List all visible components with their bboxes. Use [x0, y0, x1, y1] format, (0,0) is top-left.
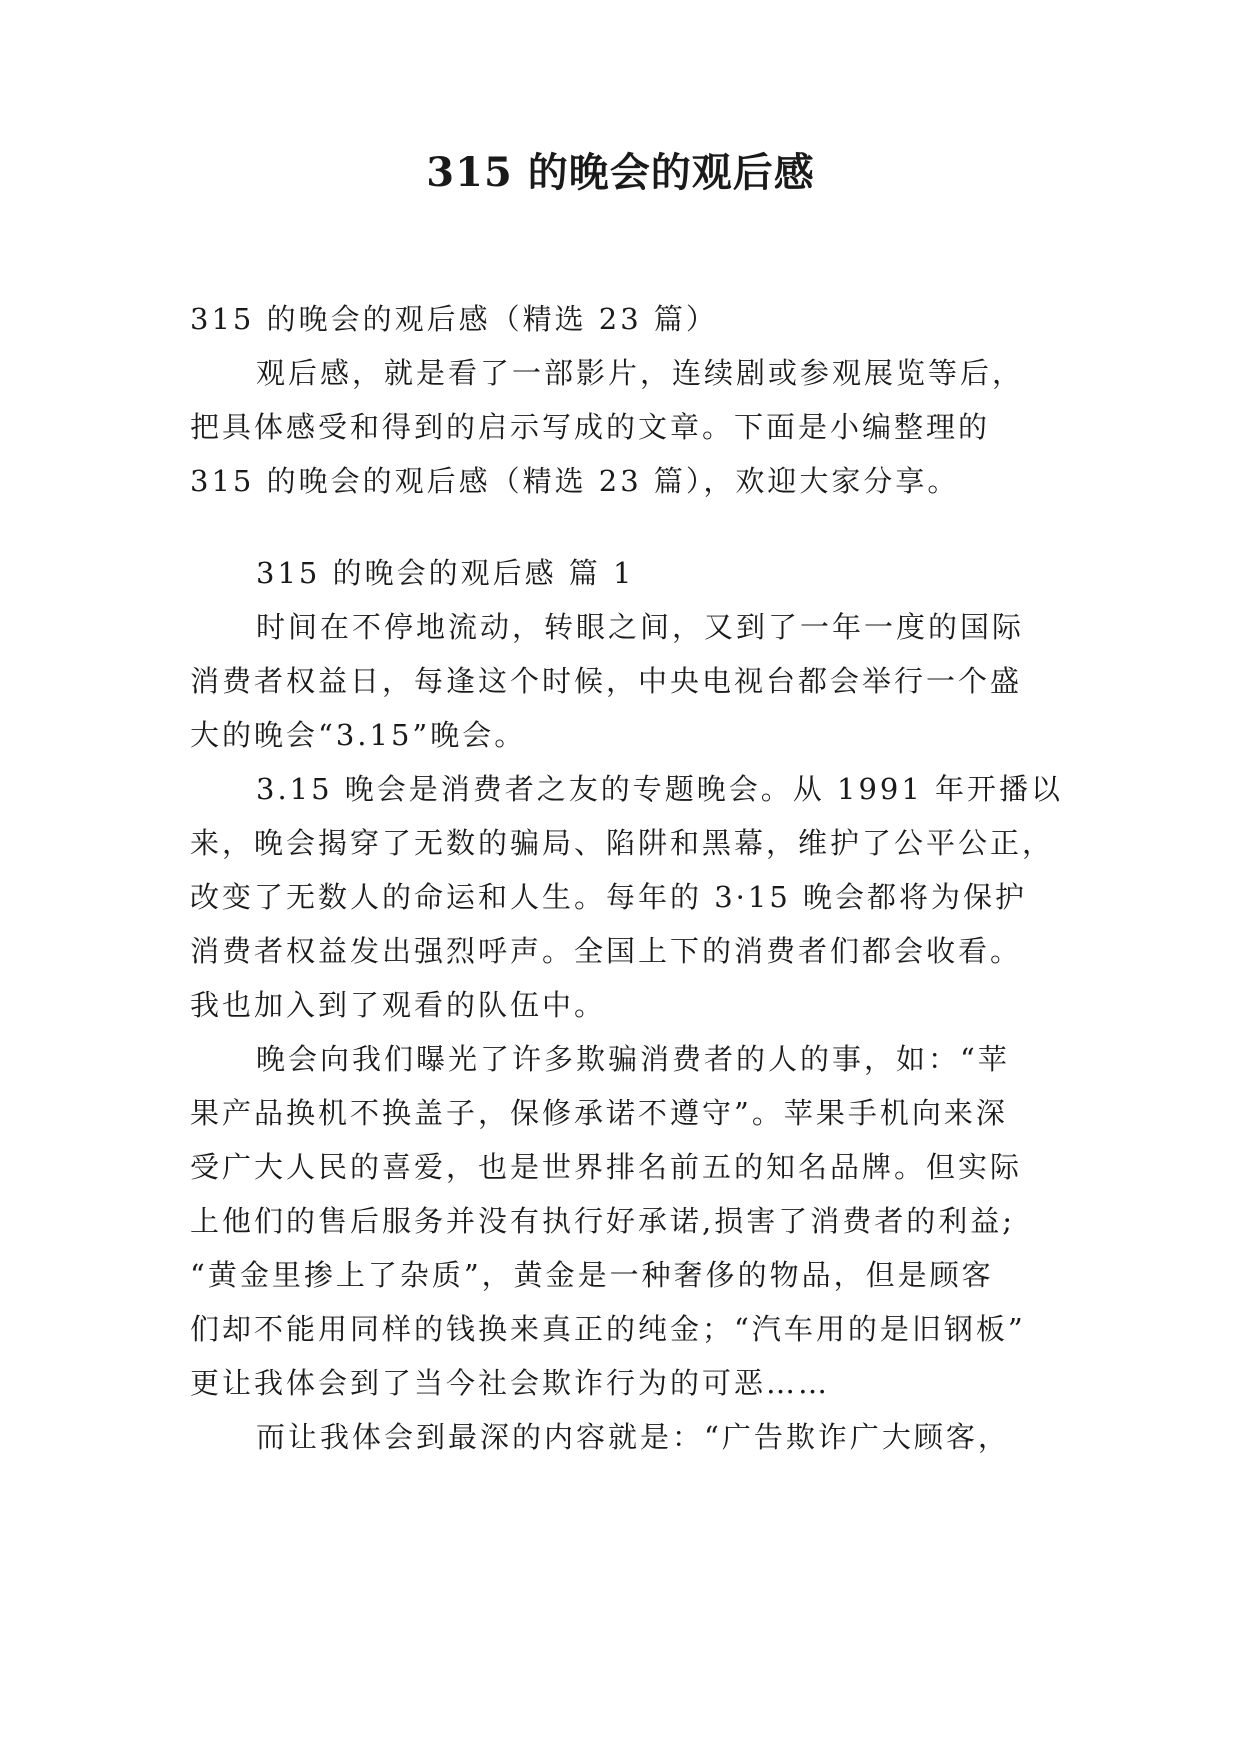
- intro-line: 315 的晚会的观后感（精选 23 篇），欢迎大家分享。: [190, 464, 960, 498]
- paragraph-line: 我也加入到了观看的队伍中。: [190, 988, 607, 1022]
- paragraph-line: 大的晚会“3.15”晚会。: [190, 718, 527, 752]
- paragraph-line: 们却不能用同样的钱换来真正的纯金；“汽车用的是旧钢板”: [190, 1312, 1026, 1346]
- section-heading: 315 的晚会的观后感 篇 1: [256, 556, 635, 590]
- intro-heading: 315 的晚会的观后感（精选 23 篇）: [190, 302, 718, 336]
- paragraph-line: 受广大人民的喜爱，也是世界排名前五的知名品牌。但实际: [190, 1150, 1023, 1184]
- section-gap: [190, 508, 1070, 546]
- paragraph-line: 消费者权益日，每逢这个时候，中央电视台都会举行一个盛: [190, 664, 1023, 698]
- intro-line: 观后感，就是看了一部影片，连续剧或参观展览等后，: [256, 356, 1025, 390]
- document-title: 315 的晚会的观后感: [426, 149, 815, 196]
- paragraph-line: 而让我体会到最深的内容就是：“广告欺诈广大顾客，: [256, 1420, 1010, 1454]
- paragraph-line: 改变了无数人的命运和人生。每年的 3·15 晚会都将为保护: [190, 880, 1028, 914]
- paragraph-line: 3.15 晚会是消费者之友的专题晚会。从 1991 年开播以: [256, 772, 1064, 806]
- paragraph-line: 更让我体会到了当今社会欺诈行为的可恶……: [190, 1366, 831, 1400]
- paragraph-line: 时间在不停地流动，转眼之间，又到了一年一度的国际: [256, 610, 1025, 644]
- document-body: [190, 292, 1070, 1464]
- paragraph-line: 晚会向我们曝光了许多欺骗消费者的人的事，如：“苹: [256, 1042, 1010, 1076]
- paragraph-line: 果产品换机不换盖子，保修承诺不遵守”。苹果手机向来深: [190, 1096, 1008, 1130]
- paragraph-line: 上他们的售后服务并没有执行好承诺,损害了消费者的利益;: [190, 1204, 1015, 1238]
- paragraph-line: “黄金里掺上了杂质”，黄金是一种奢侈的物品，但是顾客: [190, 1258, 994, 1292]
- paragraph-line: 来，晚会揭穿了无数的骗局、陷阱和黑幕，维护了公平公正，: [190, 826, 1055, 860]
- paragraph-line: 消费者权益发出强烈呼声。全国上下的消费者们都会收看。: [190, 934, 1023, 968]
- intro-line: 把具体感受和得到的启示写成的文章。下面是小编整理的: [190, 410, 991, 444]
